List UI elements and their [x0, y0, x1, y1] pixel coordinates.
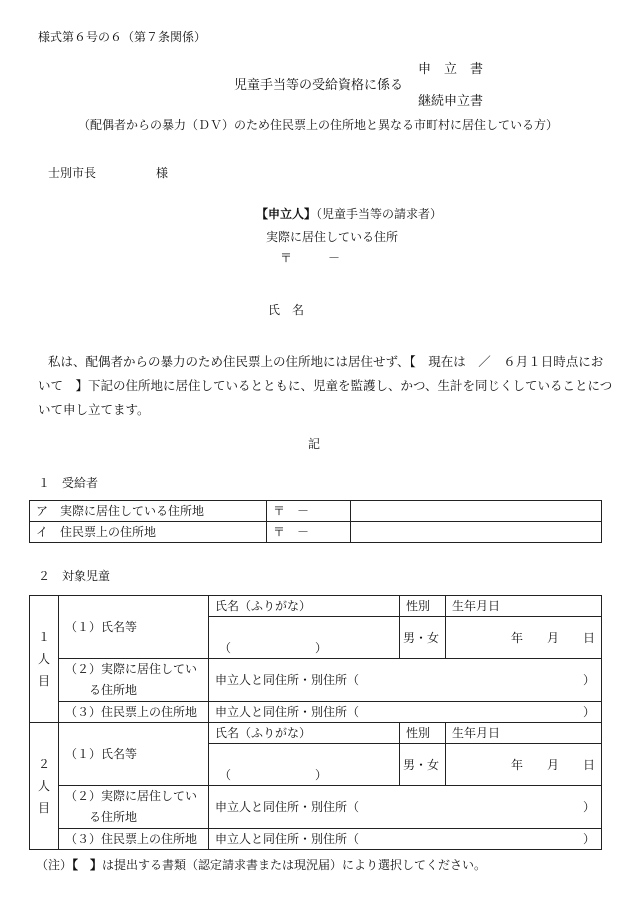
child1-sex-value[interactable]: 男・女	[400, 617, 446, 659]
child1-sex-header: 性別	[400, 596, 446, 617]
applicant-postal: 〒 －	[280, 251, 341, 265]
recipient-resident-value[interactable]	[351, 522, 602, 543]
child2-resident-close: ）	[582, 832, 595, 846]
child1-resident-row	[30, 702, 602, 723]
recipient-actual-label: ア 実際に居住している住所地	[30, 501, 267, 522]
child2-sex-value[interactable]: 男・女	[400, 744, 446, 786]
child1-index: １ 人 目	[30, 596, 59, 723]
child2-dob-header: 生年月日	[446, 723, 602, 744]
child2-furigana[interactable]	[209, 744, 400, 786]
applicant-name-label: 氏 名	[268, 303, 305, 317]
recipient-actual-postal: 〒 －	[267, 501, 351, 522]
recipient-table	[29, 500, 602, 543]
child1-furigana[interactable]	[209, 617, 400, 659]
child1-name-item: （１）氏名等	[59, 596, 209, 659]
recipient-row-actual	[30, 501, 602, 522]
child1-furigana-text: （ ）	[219, 641, 328, 655]
child2-header-row	[30, 723, 602, 744]
recipient-resident-label: イ 住民票上の住所地	[30, 522, 267, 543]
footnote-bracket: 【 】	[72, 858, 103, 872]
child2-resident-text: 申立人と同住所・別住所（	[215, 832, 360, 846]
child2-name-item: （１）氏名等	[59, 723, 209, 786]
section1-title: １ 受給者	[38, 476, 99, 490]
child2-addr-item-l2: る住所地	[89, 810, 138, 824]
child1-resident-text: 申立人と同住所・別住所（	[215, 705, 360, 719]
applicant-heading-rest: （児童手当等の請求者）	[316, 207, 443, 221]
applicant-address-label: 実際に居住している住所	[266, 230, 399, 244]
title-moushitatesho: 申 立 書	[418, 62, 484, 77]
recipient-row-resident	[30, 522, 602, 543]
child1-name-header: 氏名（ふりがな）	[209, 596, 400, 617]
child2-sex-header: 性別	[400, 723, 446, 744]
ki-label: 記	[308, 437, 321, 451]
child2-resident-row	[30, 829, 602, 850]
child1-dob-header: 生年月日	[446, 596, 602, 617]
child1-addr-close: ）	[582, 673, 595, 687]
statement-line-3: いて申し立てます。	[38, 402, 150, 417]
applicant-heading-bold: 【申立人】	[256, 207, 317, 221]
footnote-text: は提出する書類（認定請求書または現況届）により選択してください。	[102, 858, 487, 872]
child2-resident-value[interactable]	[209, 829, 602, 850]
title-keizoku: 継続申立書	[418, 94, 484, 109]
child1-resident-item: （３）住民票上の住所地	[59, 702, 209, 723]
section2-title: ２ 対象児童	[38, 569, 111, 583]
child2-addr-item-l1: （２）実際に居住してい	[65, 789, 198, 803]
children-table	[29, 595, 602, 850]
child1-dob-value[interactable]: 年 月 日	[446, 617, 602, 659]
child2-index: ２ 人 目	[30, 723, 59, 850]
child2-name-header: 氏名（ふりがな）	[209, 723, 400, 744]
child2-addr-close: ）	[582, 800, 595, 814]
applicant-heading	[256, 207, 442, 221]
title-left: 児童手当等の受給資格に係る	[234, 78, 404, 93]
child1-addr-item	[59, 659, 209, 702]
child1-resident-close: ）	[582, 705, 595, 719]
child1-addr-item-l1: （２）実際に居住してい	[65, 662, 198, 676]
child1-addr-text: 申立人と同住所・別住所（	[215, 673, 360, 687]
child1-addr-item-l2: る住所地	[89, 683, 138, 697]
statement-paragraph	[38, 350, 613, 422]
form-number: 様式第６号の６（第７条関係）	[38, 30, 207, 44]
child2-dob-value[interactable]: 年 月 日	[446, 744, 602, 786]
child2-addr-item	[59, 786, 209, 829]
child2-addr-value[interactable]	[209, 786, 602, 829]
addressee-suffix: 様	[156, 166, 169, 180]
recipient-resident-postal: 〒 －	[267, 522, 351, 543]
child1-addr-value[interactable]	[209, 659, 602, 702]
footnote-prefix: （注）	[36, 858, 73, 872]
subtitle: （配偶者からの暴力（ＤＶ）のため住民票上の住所地と異なる市町村に居住している方）	[78, 118, 559, 132]
statement-line-2: いて 】下記の住所地に居住しているとともに、児童を監護し、かつ、生計を同じくしていることにつ	[38, 378, 613, 393]
child2-addr-row	[30, 786, 602, 829]
recipient-actual-value[interactable]	[351, 501, 602, 522]
child1-addr-row	[30, 659, 602, 702]
child2-resident-item: （３）住民票上の住所地	[59, 829, 209, 850]
statement-line-1: 私は、配偶者からの暴力のため住民票上の住所地には居住せず、【 現在は ／ ６月１日時点にお	[48, 354, 604, 369]
child1-resident-value[interactable]	[209, 702, 602, 723]
child2-addr-text: 申立人と同住所・別住所（	[215, 800, 360, 814]
footnote	[36, 858, 486, 872]
addressee-name: 士別市長	[48, 166, 97, 180]
child2-furigana-text: （ ）	[219, 768, 328, 782]
child1-header-row	[30, 596, 602, 617]
